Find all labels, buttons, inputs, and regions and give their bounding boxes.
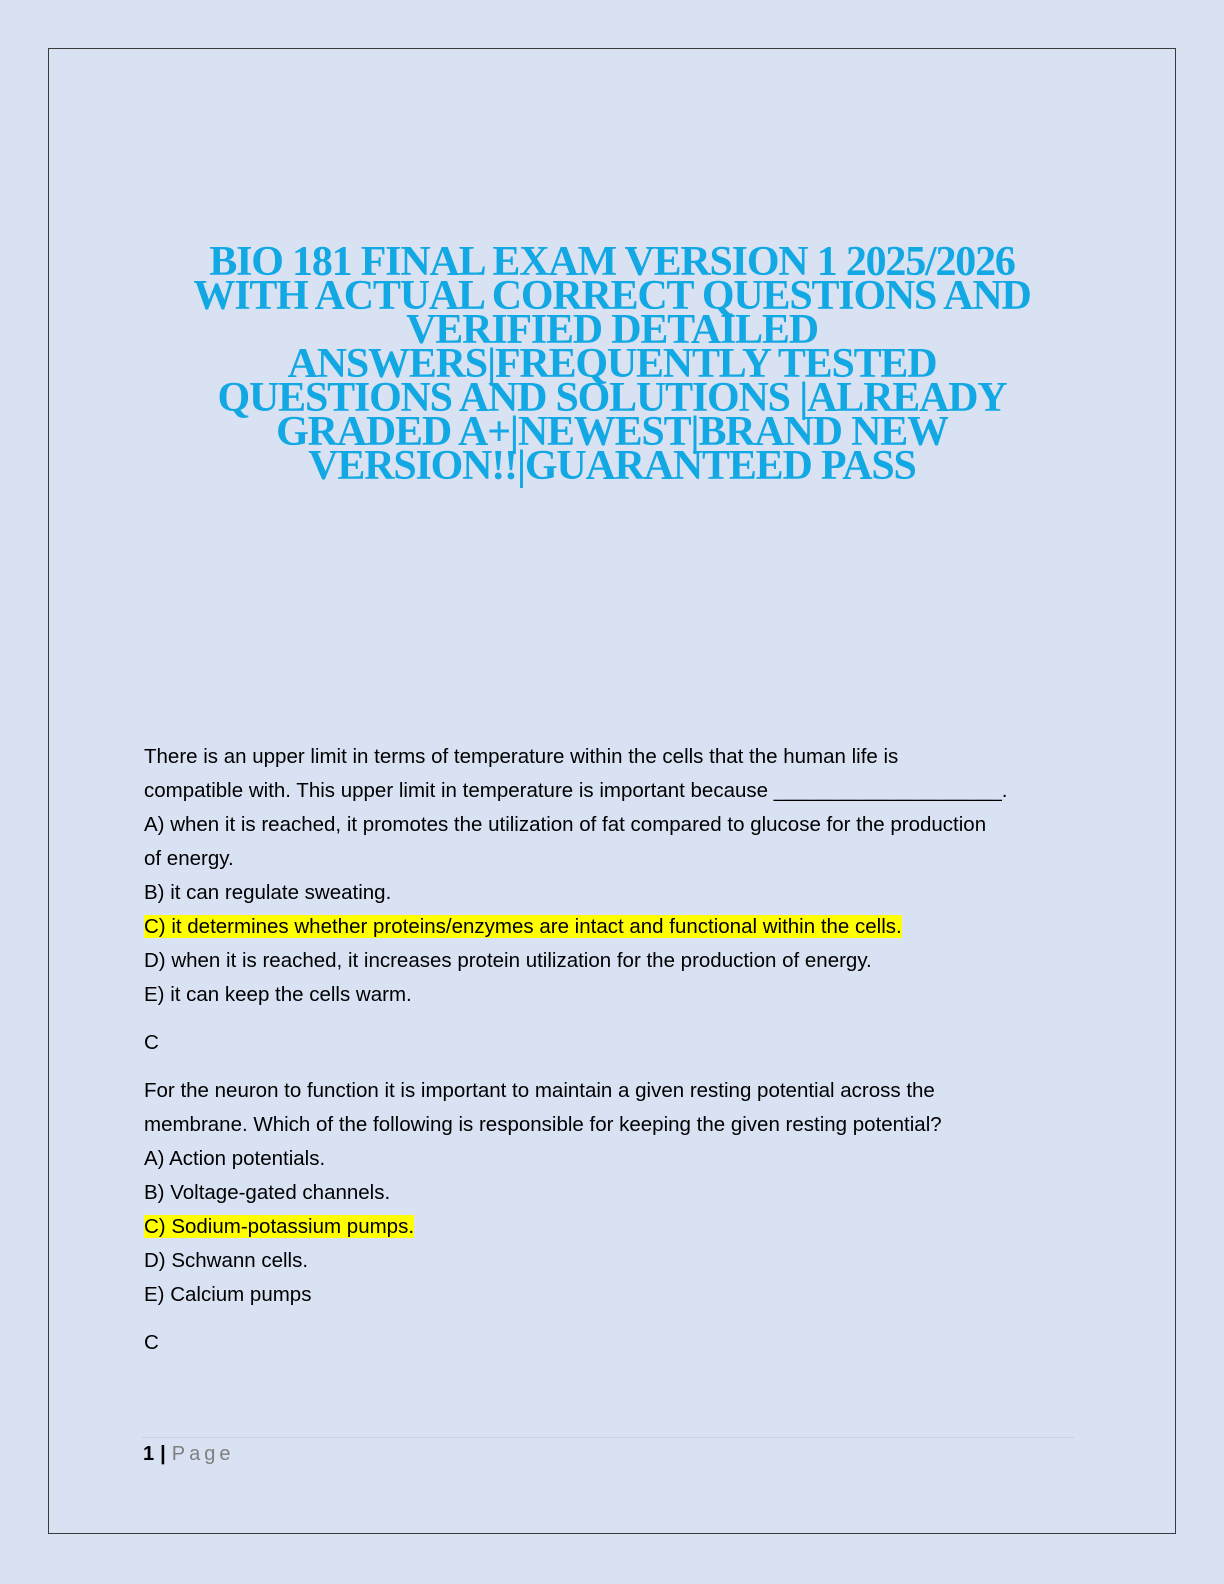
- title-line: GRADED A+|NEWEST|BRAND NEW: [276, 409, 948, 455]
- option-a: [144, 1142, 1074, 1176]
- title-line: ANSWERS|FREQUENTLY TESTED: [287, 341, 937, 387]
- title-line: BIO 181 FINAL EXAM VERSION 1 2025/2026: [209, 239, 1015, 285]
- answer-key: C: [144, 1031, 159, 1054]
- option-text: E) it can keep the cells warm.: [144, 983, 412, 1006]
- question-stem-line: For the neuron to function it is important to maintain a given resting potential across the: [144, 1079, 935, 1102]
- option-d: [144, 944, 1074, 978]
- option-c-correct: [144, 1210, 1074, 1244]
- question-1: [144, 740, 1074, 1060]
- title-line: VERIFIED DETAILED: [406, 307, 818, 353]
- option-text: D) when it is reached, it increases protein utilization for the production of energy.: [144, 949, 872, 972]
- title-line: VERSION!!|GUARANTEED PASS: [308, 443, 916, 489]
- option-a: [144, 808, 1074, 842]
- option-text: A) Action potentials.: [144, 1147, 326, 1170]
- page-footer: [143, 1441, 234, 1467]
- option-e: [144, 1278, 1074, 1312]
- highlighted-answer: C) it determines whether proteins/enzymes are intact and functional within the cells.: [144, 915, 902, 938]
- question-list: [144, 740, 1074, 1374]
- option-b: [144, 876, 1074, 910]
- question-stem-line: membrane. Which of the following is responsible for keeping the given resting potential?: [144, 1113, 942, 1136]
- option-text: A) when it is reached, it promotes the utilization of fat compared to glucose for the production: [144, 813, 987, 836]
- option-text: B) Voltage-gated channels.: [144, 1181, 391, 1204]
- page-separator: |: [160, 1443, 166, 1465]
- option-text: B) it can regulate sweating.: [144, 881, 392, 904]
- option-text: of energy.: [144, 847, 234, 870]
- option-c-correct: [144, 910, 1074, 944]
- question-stem-line: There is an upper limit in terms of temperature within the cells that the human life is: [144, 745, 899, 768]
- highlighted-answer: C) Sodium-potassium pumps.: [144, 1215, 415, 1238]
- option-text: D) Schwann cells.: [144, 1249, 309, 1272]
- option-d: [144, 1244, 1074, 1278]
- answer-key: C: [144, 1331, 159, 1354]
- question-stem-line: compatible with. This upper limit in temperature is important because ____________________.: [144, 779, 1008, 802]
- page-label: Page: [171, 1443, 235, 1465]
- title-line: QUESTIONS AND SOLUTIONS |ALREADY: [217, 375, 1007, 421]
- footer-rule: [142, 1437, 1074, 1438]
- option-text: E) Calcium pumps: [144, 1283, 312, 1306]
- option-a-cont: [144, 842, 1074, 876]
- document-title: [150, 239, 1074, 489]
- option-e: [144, 978, 1074, 1012]
- option-b: [144, 1176, 1074, 1210]
- title-line: WITH ACTUAL CORRECT QUESTIONS AND: [193, 273, 1031, 319]
- page-number: 1: [143, 1443, 155, 1465]
- question-2: [144, 1074, 1074, 1360]
